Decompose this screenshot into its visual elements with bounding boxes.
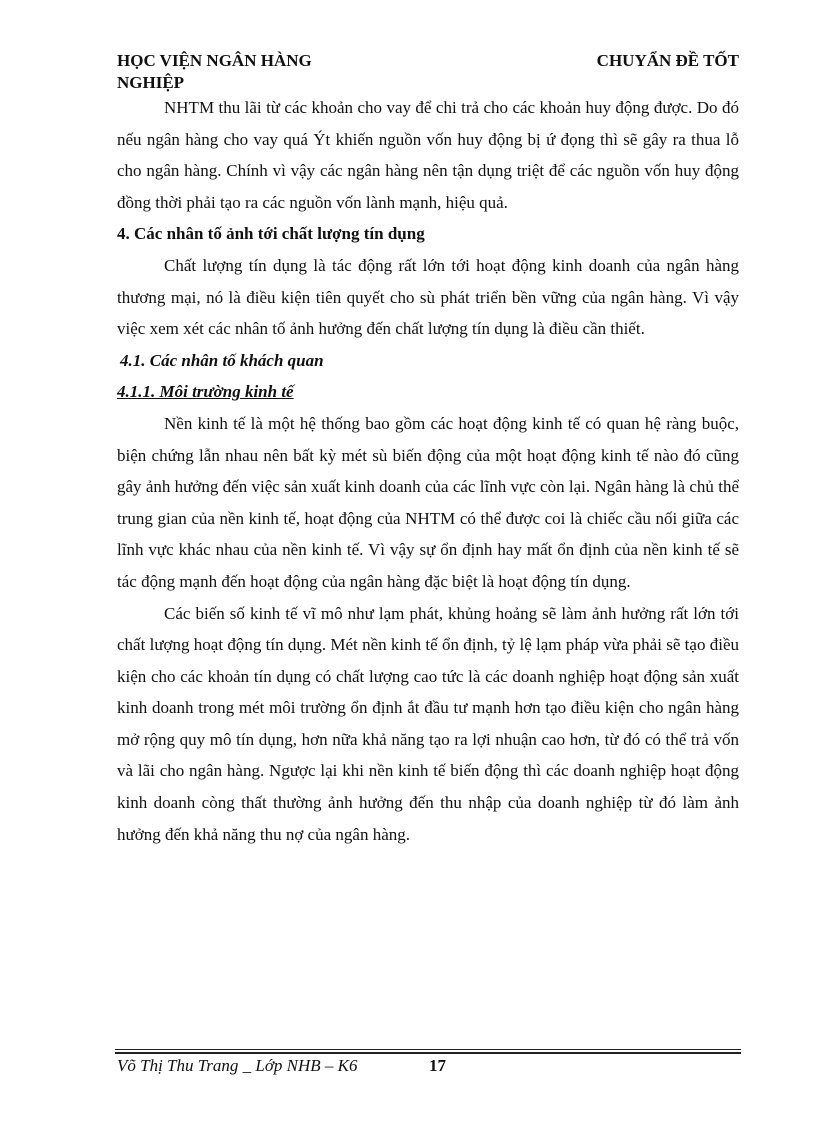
header-institution: HỌC VIỆN NGÂN HÀNG [117,51,312,70]
section-heading-4-1-1-wrapper [117,376,739,408]
section-heading-4-1-1: 4.1.1. Môi trường kinh tế [117,382,294,402]
paragraph-credit-quality: Chất lượng tín dụng là tác động rất lớn tới hoạt động kinh doanh của ngân hàng thương mại, nó là điều kiện tiên quyết cho sù phát triển bền vững của ngân hàng. Vì vậy việc xem xét các nhân tố ảnh hưởng đến chất lượng tín dụng là điều cần thiết. [117,255,739,339]
footer-rule-thin [115,1049,741,1050]
footer-author: Võ Thị Thu Trang _ Lớp NHB – K6 [117,1056,358,1075]
footer-rule-thick [115,1052,741,1054]
paragraph-economic-environment: Nền kinh tế là một hệ thống bao gồm các hoạt động kinh tế có quan hệ ràng buộc, biện chứng lẫn nhau nên bất kỳ mét sù biến động của một hoạt động kinh tế nào đó cũng gây ảnh hưởng đến việc sản xuất kinh doanh của các lĩnh vực còn lại. Ngân hàng là chủ thể trung gian của nền kinh tế, hoạt động của NHTM có thể được coi là chiếc cầu nối giữa các lĩnh vực khác nhau của nền kinh tế. Vì vậy sự ổn định hay mất ổn định của nền kinh tế sẽ tác động mạnh đến hoạt động của ngân hàng đặc biệt là hoạt động tín dụng. [117,413,739,591]
header-document-type: CHUYẨN ĐỀ TỐT [596,51,739,70]
document-body [117,92,739,850]
paragraph-macro-variables: Các biến số kinh tế vĩ mô như lạm phát, khủng hoảng sẽ làm ảnh hưởng rất lớn tới chất lượng hoạt động tín dụng. Mét nền kinh tế ổn định, tỷ lệ lạm pháp vừa phải sẽ tạo điều kiện cho các khoản tín dụng có chất lượng cao tức là các doanh nghiệp hoạt động sản xuất kinh doanh trong mét môi trường ổn định ắt đầu tư mạnh hơn tạo điều kiện cho ngân hàng mở rộng quy mô tín dụng, hơn nữa khả năng tạo ra lợi nhuận cao hơn, từ đó có thể trả vốn và lãi cho ngân hàng. Ngược lại khi nền kinh tế biến động thì các doanh nghiệp hoạt động kinh doanh còng thất thường ảnh hưởng đến thu nhập của doanh nghiệp từ đó làm ảnh hưởng đến khả năng thu nợ của ngân hàng. [117,603,739,844]
page-number: 17 [429,1056,446,1075]
section-heading-4: 4. Các nhân tố ảnh tới chất lượng tín dụng [117,224,425,244]
paragraph-lending-efficiency: NHTM thu lãi từ các khoản cho vay để chi trả cho các khoản huy động được. Do đó nếu ngân hàng cho vay quá Ýt khiến nguồn vốn huy động bị ứ đọng thì sẽ gây ra thua lỗ cho ngân hàng. Chính vì vậy các ngân hàng nên tận dụng triệt để các nguồn vốn huy động đồng thời phải tạo ra các nguồn vốn lành mạnh, hiệu quả. [117,98,739,212]
header-document-type-continuation: NGHIỆP [117,73,185,92]
section-heading-4-1: 4.1. Các nhân tố khách quan [120,350,324,370]
